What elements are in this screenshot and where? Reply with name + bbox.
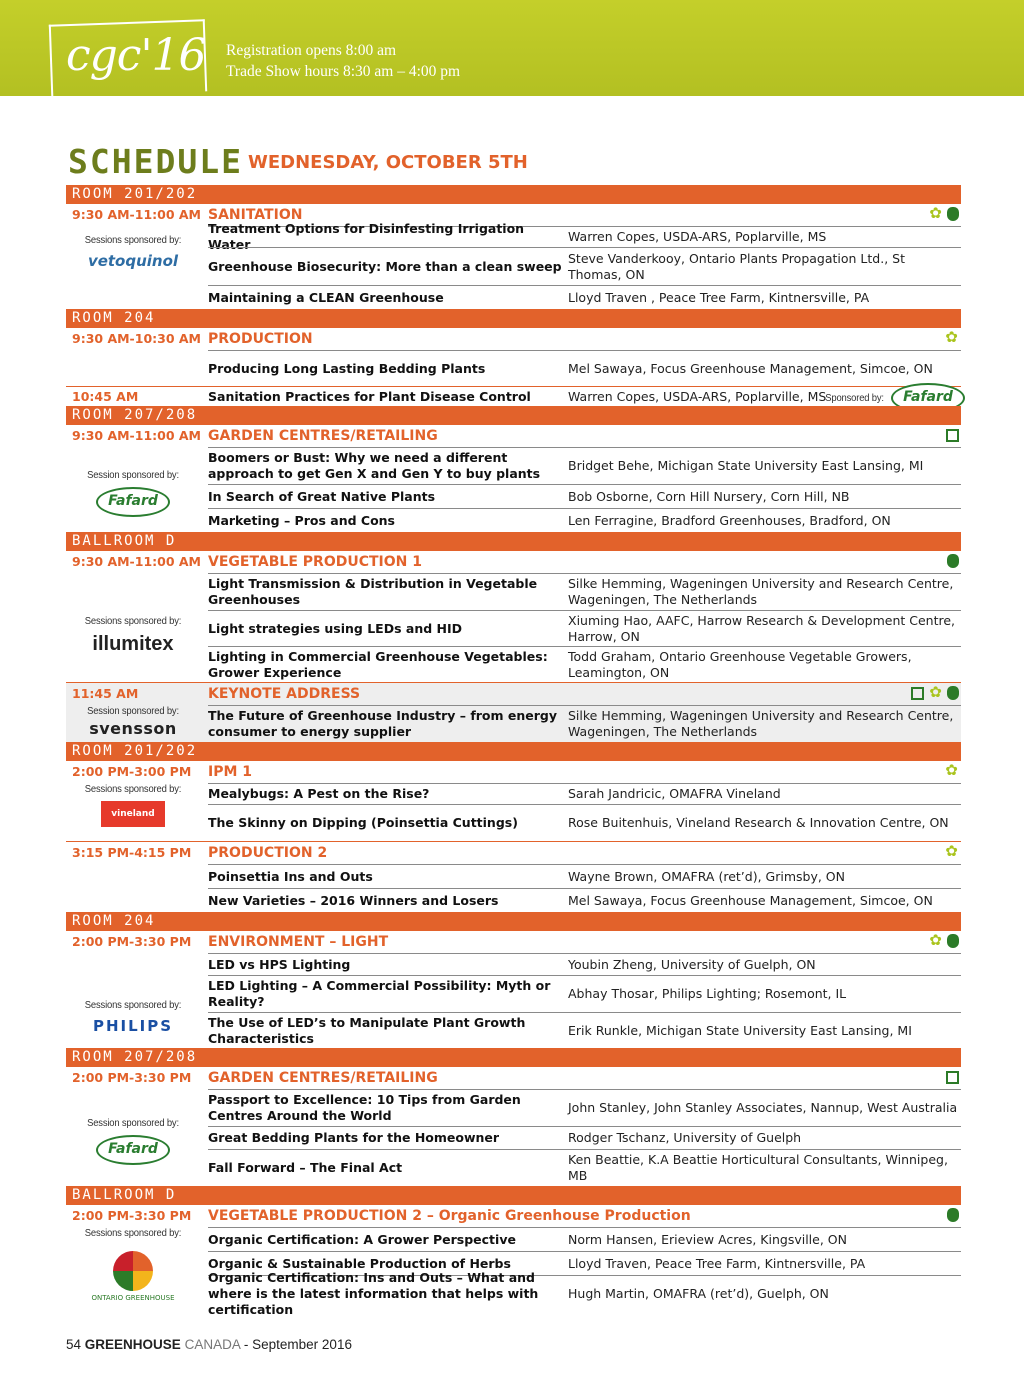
sponsor-label: Session sponsored by: [87,469,179,481]
pepper-icon [947,207,959,221]
sponsor-block [66,615,200,656]
talk-title: Marketing – Pros and Cons [208,512,395,528]
sponsor-label: Sessions sponsored by: [84,1227,182,1239]
header-info [226,40,460,82]
talk-title: Organic & Sustainable Production of Herbs [208,1255,511,1271]
event-logo: cgc'16 [66,30,206,81]
pepper-icon [947,934,959,948]
session-title: VEGETABLE PRODUCTION 2 – Organic Greenhouse Production [208,1208,691,1224]
session-time: 2:00 PM-3:00 PM [72,764,192,779]
talk-speaker: Silke Hemming, Wageningen University and Research Centre, Wageningen, The Netherlands [568,708,954,739]
session-icons [911,685,959,700]
session-icons [944,763,959,778]
room-bar: ROOM 201/202 [66,185,961,204]
session-icons [944,330,959,345]
talk-title: Organic Certification: A Grower Perspective [208,1231,516,1247]
talk-row [208,804,961,841]
talk-speaker: Ken Beattie, K.A Beattie Horticultural Consultants, Winnipeg, MB [568,1152,948,1183]
house-icon [911,687,924,700]
session-time: 2:00 PM-3:30 PM [72,1070,192,1085]
session-icons [947,553,959,567]
talk-speaker: Lloyd Traven , Peace Tree Farm, Kintnersville, PA [568,289,870,305]
session-title: SANITATION [208,207,303,223]
talk-title: Treatment Options for Disinfesting Irrigation Water [208,221,525,252]
talk-speaker: Mel Sawaya, Focus Greenhouse Management, Simcoe, ON [568,892,933,908]
session-title: VEGETABLE PRODUCTION 1 [208,554,422,570]
session-header [66,328,961,350]
house-icon [946,429,959,442]
session-body [66,705,961,742]
fafard-logo: Fafard [96,487,170,517]
sponsor-block [66,1227,200,1302]
session-icons [928,933,959,948]
session-header [66,551,961,573]
talk-speaker: Wayne Brown, OMAFRA (ret’d), Grimsby, ON [568,868,845,884]
talk-speaker: Hugh Martin, OMAFRA (ret’d), Guelph, ON [568,1286,829,1301]
talk-title: The Use of LED’s to Manipulate Plant Growth Characteristics [208,1014,526,1046]
talk-row [208,285,961,309]
pepper-icon [947,554,959,568]
flower-icon: ✿ [945,328,958,346]
session-body [66,1227,961,1317]
talk-row [208,484,961,508]
trade-show-text: Trade Show hours 8:30 am – 4:00 pm [226,63,461,80]
talk-row [208,783,961,804]
talk-row [208,1270,961,1317]
session-header [66,931,961,953]
session-title: GARDEN CENTRES/RETAILING [208,428,438,444]
keynote-block [66,682,961,742]
session-icons [946,427,959,440]
talk-title: Light strategies using LEDs and HID [208,620,463,636]
room-bar: ROOM 201/202 [66,742,961,761]
session-icons [944,844,959,859]
session-title: IPM 1 [208,764,253,780]
session-time: 9:30 AM-11:00 AM [72,428,201,443]
talk-row [208,953,961,975]
talk-row [208,975,961,1012]
session-title: GARDEN CENTRES/RETAILING [208,1070,438,1086]
ontario-greenhouse-logo-text: ONTARIO GREENHOUSE [91,1294,175,1302]
sponsor-block [66,999,200,1035]
page-footer [66,1337,352,1352]
sponsor-label: Sessions sponsored by: [84,783,182,795]
sponsor-label: Session sponsored by: [87,705,179,717]
ontario-greenhouse-logo [113,1251,153,1291]
room-bar: ROOM 207/208 [66,1048,961,1067]
session-header [66,682,961,705]
talk-title: Organic Certification: Ins and Outs – What and where is the latest information that helps with certification [208,1270,539,1317]
talk-title: New Varieties – 2016 Winners and Losers [208,892,499,908]
session-header [66,761,961,783]
session-time: 2:00 PM-3:30 PM [72,934,192,949]
talk-speaker: Rodger Tschanz, University of Guelph [568,1130,802,1145]
sponsor-label: Sessions sponsored by: [84,234,182,246]
session-title: PRODUCTION [208,331,313,347]
talk-title: Producing Long Lasting Bedding Plants [208,360,486,376]
talk-row [208,1089,961,1126]
room-bar: BALLROOM D [66,1186,961,1205]
flower-icon: ✿ [929,931,942,949]
talk-speaker: John Stanley, John Stanley Associates, Nannup, West Australia [568,1100,958,1115]
talk-title: Light Transmission & Distribution in Vegetable Greenhouses [208,576,538,607]
talk-title: LED Lighting – A Commercial Possibility: Myth or Reality? [208,978,551,1009]
talk-speaker: Erik Runkle, Michigan State University East Lansing, MI [568,1022,912,1038]
talk-row [208,350,961,386]
talk-row [208,705,961,742]
sponsor-block [66,783,200,827]
talk-title: Passport to Excellence: 10 Tips from Garden Centres Around the World [208,1092,521,1123]
session-header [66,1205,961,1227]
schedule [66,185,961,1317]
sponsor-label: Sessions sponsored by: [84,999,182,1011]
talk-row [208,888,961,912]
session-title: KEYNOTE ADDRESS [208,686,361,702]
session-time: 9:30 AM-10:30 AM [72,331,201,346]
sponsor-block [66,1117,200,1165]
flower-icon: ✿ [945,842,958,860]
talk-speaker: Bob Osborne, Corn Hill Nursery, Corn Hill, NB [568,488,850,504]
flower-icon: ✿ [929,683,942,701]
session-time: 11:45 AM [72,686,139,701]
talk-speaker: Lloyd Traven, Peace Tree Farm, Kintnersville, PA [568,1255,866,1271]
talk-speaker: Todd Graham, Ontario Greenhouse Vegetable Growers, Leamington, ON [568,648,912,680]
talk-speaker: Norm Hansen, Erieview Acres, Kingsville, ON [568,1231,847,1247]
talk-title: Greenhouse Biosecurity: More than a clean sweep [208,258,562,274]
talk-speaker: Warren Copes, USDA-ARS, Poplarville, MS [568,388,827,404]
footer-date: - September 2016 [243,1337,352,1352]
talk-speaker: Abhay Thosar, Philips Lighting; Rosemont, IL [568,986,847,1001]
talk-title: Mealybugs: A Pest on the Rise? [208,786,430,801]
illumitex-logo: illumitex [92,633,174,655]
talk-row [66,386,961,406]
registration-text: Registration opens 8:00 am [226,42,397,59]
talk-speaker: Len Ferragine, Bradford Greenhouses, Bradford, ON [568,512,891,528]
footer-brand: GREENHOUSE [84,1337,181,1352]
vineland-logo: vineland [101,801,165,827]
sponsor-block [66,705,200,738]
header-band [0,0,1024,96]
session-header [66,841,961,864]
talk-title: Boomers or Bust: Why we need a different approach to get Gen X and Gen Y to buy plants [208,450,541,481]
session-time: 9:30 AM-11:00 AM [72,554,201,569]
page-number: 54 [66,1337,82,1352]
sponsor-label: Session sponsored by: [87,1117,179,1129]
pepper-icon [947,686,959,700]
flower-icon: ✿ [945,761,958,779]
session-header [66,1067,961,1089]
session-title: PRODUCTION 2 [208,845,328,861]
talk-row [208,508,961,532]
session-time: 9:30 AM-11:00 AM [72,207,201,222]
session-body [66,573,961,682]
talk-title: The Future of Greenhouse Industry – from energy consumer to energy supplier [208,708,558,739]
talk-row [208,573,961,610]
sponsor-block [66,234,200,286]
session-icons [946,1069,959,1082]
house-icon [946,1071,959,1084]
talk-row [208,1149,961,1186]
talk-row [208,1227,961,1251]
session-icons [947,1207,959,1221]
room-bar: ROOM 204 [66,912,961,931]
pepper-icon [947,1208,959,1222]
talk-title: Fall Forward – The Final Act [208,1160,403,1175]
room-bar: BALLROOM D [66,532,961,551]
talk-speaker: Silke Hemming, Wageningen University and Research Centre, Wageningen, The Netherlands [568,576,954,607]
talk-row [208,247,961,285]
page-title: SCHEDULE [68,142,243,181]
talk-row [208,646,961,682]
session-header [66,425,961,447]
talk-title: In Search of Great Native Plants [208,488,436,504]
talk-speaker: Mel Sawaya, Focus Greenhouse Management, Simcoe, ON [568,360,933,376]
session-body [66,953,961,1048]
room-bar: ROOM 207/208 [66,406,961,425]
vetoquinol-logo: vetoquinol [87,252,179,270]
talk-speaker: Youbin Zheng, University of Guelph, ON [568,956,816,972]
flower-icon: ✿ [929,204,942,222]
fafard-logo: Fafard [891,383,965,413]
session-time: 3:15 PM-4:15 PM [72,845,192,860]
talk-title: Poinsettia Ins and Outs [208,868,373,884]
session-body [66,221,961,309]
talk-title: Maintaining a CLEAN Greenhouse [208,289,444,305]
talk-row [208,447,961,484]
session-body [66,350,961,406]
talk-speaker: Xiuming Hao, AAFC, Harrow Research & Development Centre, Harrow, ON [568,612,956,644]
session-body [66,1089,961,1186]
talk-speaker: Bridget Behe, Michigan State University East Lansing, MI [568,458,924,473]
talk-time: 10:45 AM [72,389,139,404]
session-time: 2:00 PM-3:30 PM [72,1208,192,1223]
talk-title: Lighting in Commercial Greenhouse Vegetables: Grower Experience [208,648,548,680]
talk-speaker: Steve Vanderkooy, Ontario Plants Propagation Ltd., St Thomas, ON [568,250,905,282]
page-subtitle: WEDNESDAY, OCTOBER 5TH [248,152,528,173]
svensson-logo: svensson [89,719,177,738]
session-icons [928,206,959,221]
session-body [66,447,961,532]
fafard-logo: Fafard [96,1135,170,1165]
talk-speaker: Warren Copes, USDA-ARS, Poplarville, MS [568,229,827,244]
talk-row [208,610,961,646]
talk-title: Sanitation Practices for Plant Disease Control [208,388,531,404]
talk-row [208,1012,961,1048]
talk-row [208,221,961,252]
session-body [66,783,961,841]
sponsor-label: Sessions sponsored by: [84,615,182,627]
philips-logo: PHILIPS [92,1017,174,1035]
sponsor-block [66,469,200,517]
sponsor-label: Sponsored by: [825,392,884,404]
room-bar: ROOM 204 [66,309,961,328]
footer-brand-suffix: CANADA [184,1337,241,1352]
session-title: ENVIRONMENT – LIGHT [208,934,389,950]
talk-speaker: Sarah Jandricic, OMAFRA Vineland [568,786,781,801]
session-body [66,864,961,912]
talk-row [208,864,961,888]
talk-title: LED vs HPS Lighting [208,956,351,972]
talk-row [208,1126,961,1149]
talk-title: The Skinny on Dipping (Poinsettia Cuttings) [208,815,518,830]
talk-speaker: Rose Buitenhuis, Vineland Research & Innovation Centre, ON [568,815,949,830]
talk-title: Great Bedding Plants for the Homeowner [208,1130,500,1145]
